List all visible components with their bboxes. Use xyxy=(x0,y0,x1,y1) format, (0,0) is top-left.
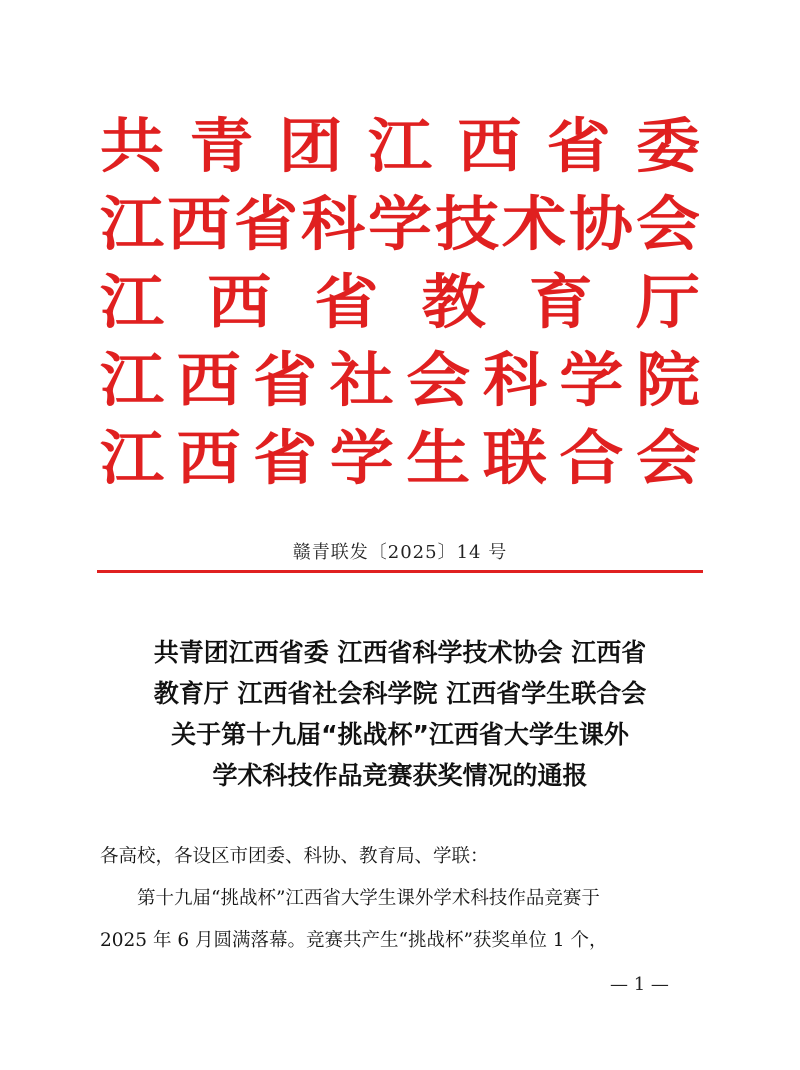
organization-character: 江 xyxy=(100,346,164,416)
salutation: 各高校，各设区市团委、科协、教育局、学联： xyxy=(100,846,489,867)
organization-character: 科 xyxy=(301,190,365,260)
body-paragraph-line: 2025 年 6 月圆满落幕。竞赛共产生“挑战杯”获奖单位 1 个， xyxy=(100,930,608,951)
organization-character: 共 xyxy=(100,112,164,182)
organization-character: 西 xyxy=(207,268,272,338)
organization-character: 省 xyxy=(253,424,318,494)
organization-character: 学 xyxy=(368,190,432,260)
organization-character: 院 xyxy=(635,346,700,416)
organization-character: 省 xyxy=(314,268,379,338)
organization-line-education-department xyxy=(100,267,700,339)
organization-character: 技 xyxy=(435,190,499,260)
organization-character: 会 xyxy=(406,346,471,416)
organization-character: 会 xyxy=(635,424,700,494)
organization-character: 西 xyxy=(176,424,241,494)
organization-character: 西 xyxy=(457,112,522,182)
organization-character: 会 xyxy=(636,190,700,260)
organization-character: 育 xyxy=(528,268,593,338)
organization-character: 教 xyxy=(421,268,486,338)
organization-character: 术 xyxy=(502,190,566,260)
organization-character: 科 xyxy=(482,346,547,416)
organization-character: 生 xyxy=(406,424,471,494)
title-line: 学术科技作品竞赛获奖情况的通报 xyxy=(212,761,588,790)
organization-line-science-association xyxy=(100,189,700,261)
organization-line-social-sciences-academy xyxy=(100,345,700,417)
organization-line-youth-league xyxy=(100,111,700,183)
organization-character: 西 xyxy=(176,346,241,416)
organization-character: 省 xyxy=(234,190,298,260)
document-title xyxy=(100,632,700,796)
organization-character: 省 xyxy=(546,112,611,182)
organization-character: 省 xyxy=(253,346,318,416)
title-line: 教育厅 江西省社会科学院 江西省学生联合会 xyxy=(153,679,647,708)
organization-character: 厅 xyxy=(635,268,700,338)
organization-character: 江 xyxy=(100,190,164,260)
document-number: 赣青联发〔2025〕14 号 xyxy=(292,542,508,563)
organization-line-student-federation xyxy=(100,423,700,495)
organization-character: 社 xyxy=(329,346,394,416)
organization-character: 学 xyxy=(329,424,394,494)
organization-character: 协 xyxy=(569,190,633,260)
organization-character: 青 xyxy=(189,112,254,182)
red-separator-rule xyxy=(97,570,703,573)
issuing-organizations-masthead xyxy=(100,108,700,498)
organization-character: 学 xyxy=(559,346,624,416)
title-line: 关于第十九届“挑战杯”江西省大学生课外 xyxy=(171,720,629,749)
body-paragraph-line: 第十九届“挑战杯”江西省大学生课外学术科技作品竞赛于 xyxy=(137,888,600,909)
page-number: — 1 — xyxy=(610,974,669,995)
organization-character: 江 xyxy=(100,268,164,338)
organization-character: 江 xyxy=(367,112,432,182)
organization-character: 团 xyxy=(278,112,343,182)
title-line: 共青团江西省委 江西省科学技术协会 江西省 xyxy=(153,638,647,667)
organization-character: 联 xyxy=(482,424,547,494)
organization-character: 江 xyxy=(100,424,164,494)
organization-character: 合 xyxy=(559,424,624,494)
organization-character: 西 xyxy=(167,190,231,260)
organization-character: 委 xyxy=(635,112,700,182)
